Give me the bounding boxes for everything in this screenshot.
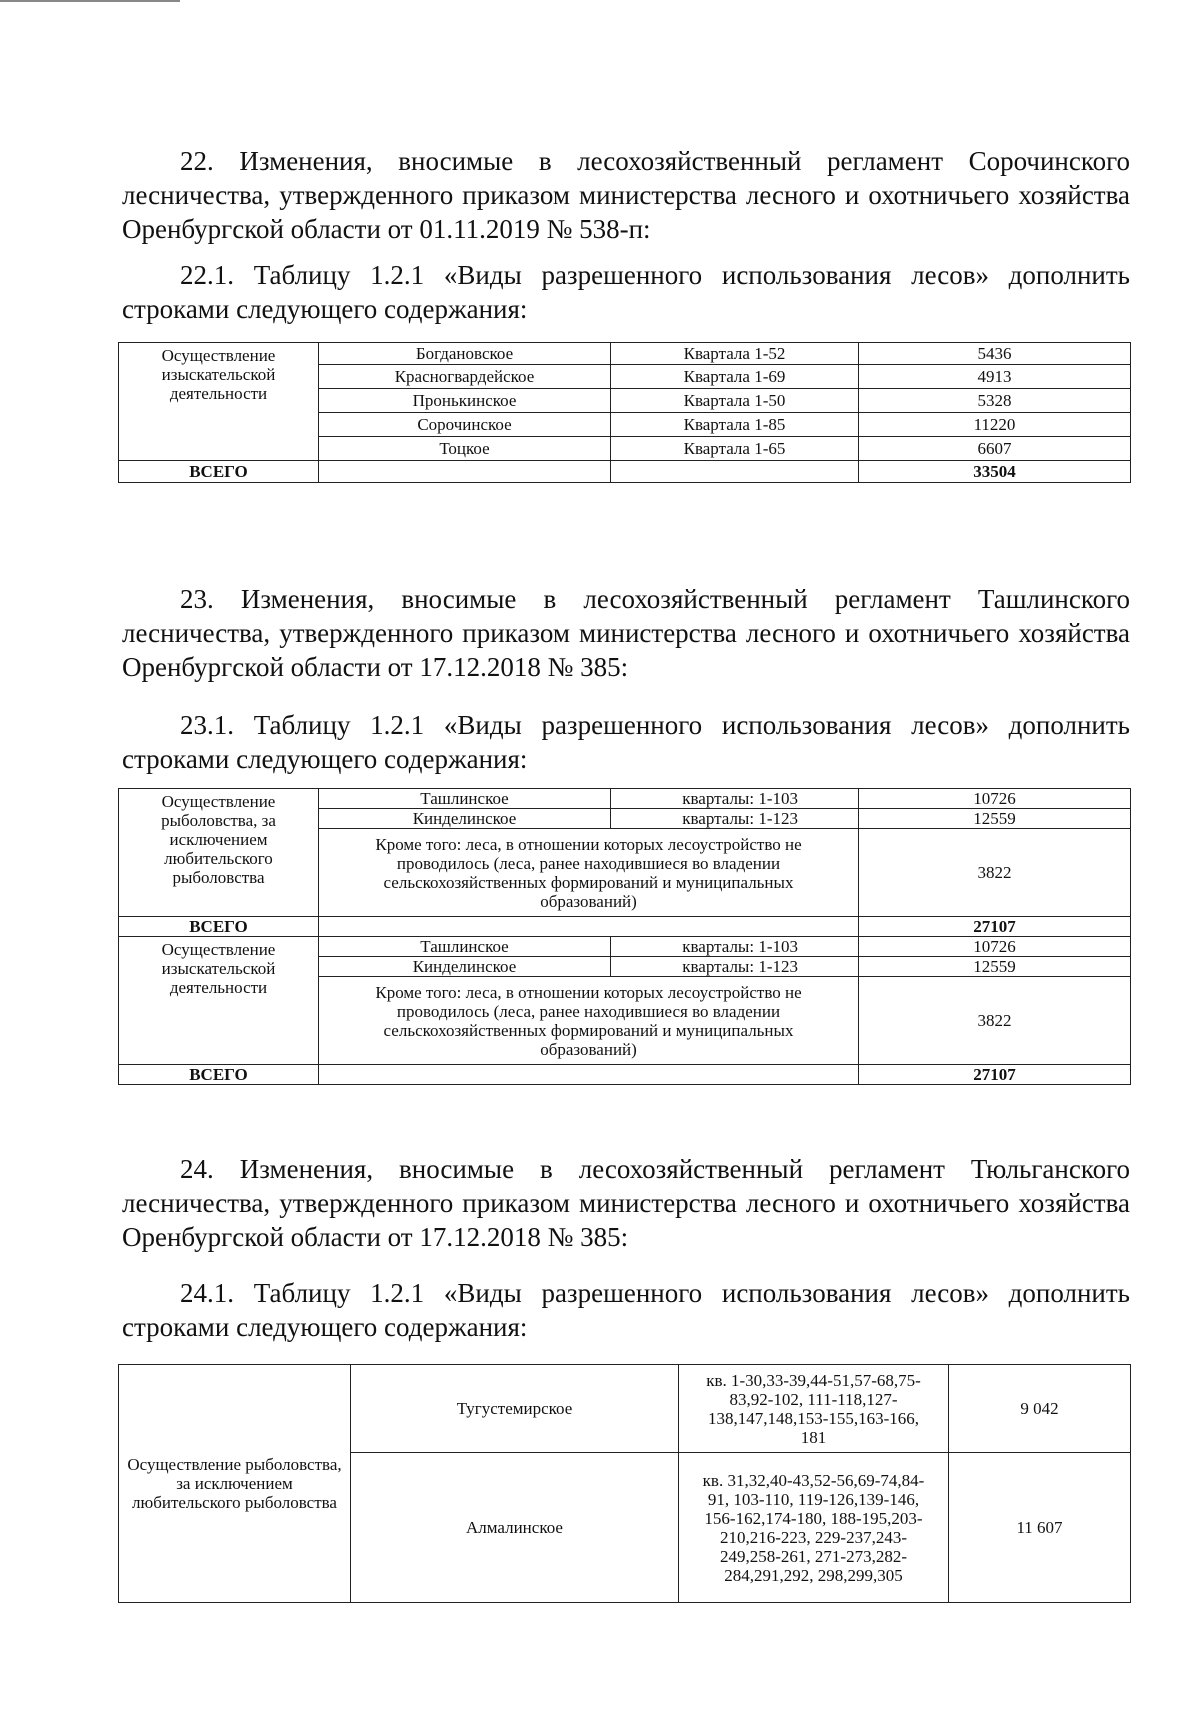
forestry-cell: Ташлинское (319, 937, 611, 957)
extra-note-cell: Кроме того: леса, в отношении которых лесоустройство не проводилось (леса, ранее находившиеся во владении сельскохозяйственных формирований и муниципальных образований) (319, 829, 859, 917)
scan-edge-mark (0, 0, 180, 2)
area-cell: 11220 (859, 413, 1131, 437)
section-22-1-subheading: 22.1. Таблицу 1.2.1 «Виды разрешенного использования лесов» дополнить строками следующего содержания: (122, 260, 1130, 324)
forestry-cell: Алмалинское (351, 1453, 679, 1603)
area-cell: 10726 (859, 937, 1131, 957)
section-24-1-subheading: 24.1. Таблицу 1.2.1 «Виды разрешенного использования лесов» дополнить строками следующего содержания: (122, 1278, 1130, 1342)
extra-note-cell: Кроме того: леса, в отношении которых лесоустройство не проводилось (леса, ранее находившиеся во владении сельскохозяйственных формирований и муниципальных образований) (319, 977, 859, 1065)
empty-cell (319, 1065, 859, 1085)
empty-cell (611, 461, 859, 483)
total-label: ВСЕГО (119, 1065, 319, 1085)
total-value: 27107 (859, 917, 1131, 937)
area-cell: 3822 (859, 829, 1131, 917)
section-23-1-subheading: 23.1. Таблицу 1.2.1 «Виды разрешенного использования лесов» дополнить строками следующего содержания: (122, 710, 1130, 774)
quarters-cell: кв. 1-30,33-39,44-51,57-68,75-83,92-102, 111-118,127-138,147,148,153-155,163-166, 181 (679, 1365, 949, 1453)
forestry-cell: Тоцкое (319, 437, 611, 461)
area-cell: 3822 (859, 977, 1131, 1065)
forestry-cell: Красногвардейское (319, 365, 611, 389)
forestry-cell: Пронькинское (319, 389, 611, 413)
total-value: 33504 (859, 461, 1131, 483)
quarters-cell: Квартала 1-50 (611, 389, 859, 413)
quarters-cell: Квартала 1-52 (611, 343, 859, 365)
activity-cell: Осуществление изыскательской деятельности (119, 937, 319, 1065)
table-tyulgansky (118, 1364, 1131, 1603)
quarters-cell: Квартала 1-69 (611, 365, 859, 389)
forestry-cell: Кинделинское (319, 957, 611, 977)
area-cell: 12559 (859, 957, 1131, 977)
forestry-cell: Сорочинское (319, 413, 611, 437)
quarters-cell: кв. 31,32,40-43,52-56,69-74,84-91, 103-110, 119-126,139-146, 156-162,174-180, 188-195,203-210,216-223, 229-237,243-249,258-261, 271-273,282-284,291,292, 298,299,305 (679, 1453, 949, 1603)
area-cell: 5436 (859, 343, 1131, 365)
forestry-cell: Ташлинское (319, 789, 611, 809)
activity-cell: Осуществление рыболовства, за исключением любительского рыболовства (119, 1365, 351, 1603)
area-cell: 12559 (859, 809, 1131, 829)
section-23-heading: 23. Изменения, вносимые в лесохозяйственный регламент Ташлинского лесничества, утвержденного приказом министерства лесного и охотничьего хозяйства Оренбургской области от 17.12.2018 № 385: (122, 584, 1130, 682)
table-sorochinsky (118, 342, 1131, 483)
forestry-cell: Кинделинское (319, 809, 611, 829)
table-tashlinsky (118, 788, 1131, 1085)
total-label: ВСЕГО (119, 461, 319, 483)
area-cell: 6607 (859, 437, 1131, 461)
section-24-heading: 24. Изменения, вносимые в лесохозяйственный регламент Тюльганского лесничества, утвержденного приказом министерства лесного и охотничьего хозяйства Оренбургской области от 17.12.2018 № 385: (122, 1154, 1130, 1252)
empty-cell (319, 917, 859, 937)
activity-cell: Осуществление изыскательской деятельности (119, 343, 319, 461)
area-cell: 11 607 (949, 1453, 1131, 1603)
forestry-cell: Богдановское (319, 343, 611, 365)
empty-cell (319, 461, 611, 483)
area-cell: 4913 (859, 365, 1131, 389)
forestry-cell: Тугустемирское (351, 1365, 679, 1453)
quarters-cell: кварталы: 1-103 (611, 937, 859, 957)
quarters-cell: Квартала 1-65 (611, 437, 859, 461)
section-22-heading: 22. Изменения, вносимые в лесохозяйственный регламент Сорочинского лесничества, утвержденного приказом министерства лесного и охотничьего хозяйства Оренбургской области от 01.11.2019 № 538-п: (122, 146, 1130, 244)
area-cell: 5328 (859, 389, 1131, 413)
total-value: 27107 (859, 1065, 1131, 1085)
area-cell: 10726 (859, 789, 1131, 809)
total-label: ВСЕГО (119, 917, 319, 937)
area-cell: 9 042 (949, 1365, 1131, 1453)
quarters-cell: кварталы: 1-123 (611, 809, 859, 829)
activity-cell: Осуществление рыболовства, за исключением любительского рыболовства (119, 789, 319, 917)
quarters-cell: кварталы: 1-103 (611, 789, 859, 809)
quarters-cell: кварталы: 1-123 (611, 957, 859, 977)
quarters-cell: Квартала 1-85 (611, 413, 859, 437)
